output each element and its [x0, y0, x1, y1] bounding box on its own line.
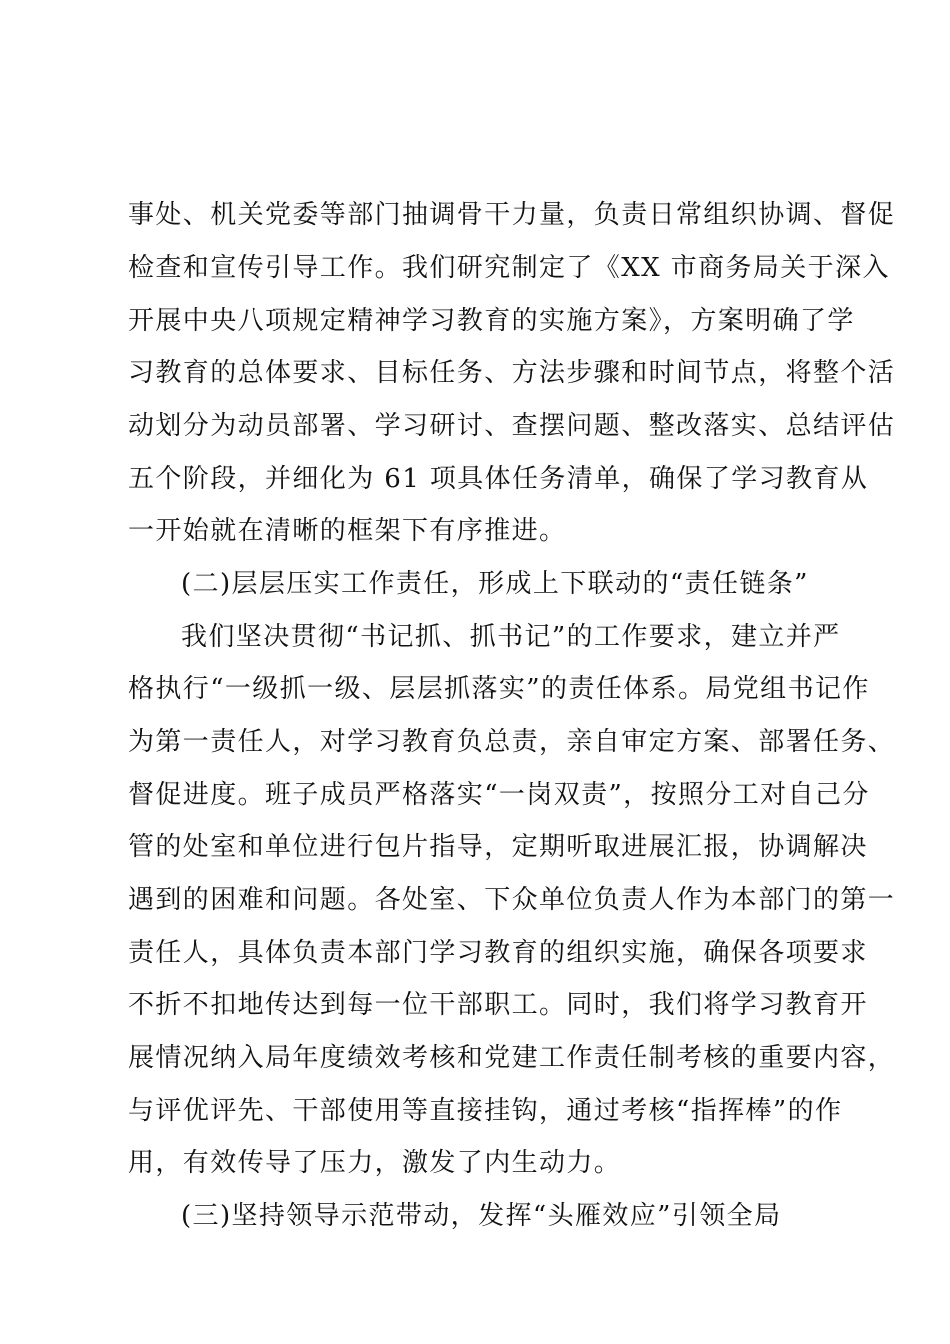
paragraph2-line-4: 督促进度。班子成员严格落实“一岗双责”，按照分工对自己分 — [128, 780, 870, 810]
paragraph1-line-3: 开展中央八项规定精神学习教育的实施方案》，方案明确了学 — [128, 306, 855, 336]
paragraph1-line-7: 一开始就在清晰的框架下有序推进。 — [128, 516, 567, 546]
paragraph2-line-9: 展情况纳入局年度绩效考核和党建工作责任制考核的重要内容， — [128, 1043, 896, 1073]
paragraph2-line-10: 与评优评先、干部使用等直接挂钩，通过考核“指挥棒”的作 — [128, 1096, 843, 1126]
paragraph2-line-2: 格执行“一级抓一级、层层抓落实”的责任体系。局党组书记作 — [128, 674, 870, 704]
paragraph2-line-8: 不折不扣地传达到每一位干部职工。同时，我们将学习教育开 — [128, 990, 868, 1020]
paragraph2-line-7: 责任人，具体负责本部门学习教育的组织实施，确保各项要求 — [128, 938, 868, 968]
section-heading-2: (二)层层压实工作责任，形成上下联动的“责任链条” — [181, 569, 809, 599]
paragraph1-line-1: 事处、机关党委等部门抽调骨干力量，负责日常组织协调、督促 — [128, 200, 896, 230]
paragraph2-line-1: 我们坚决贯彻“书记抓、抓书记”的工作要求，建立并严 — [181, 622, 841, 652]
paragraph1-line-6: 五个阶段，并细化为 61 项具体任务清单，确保了学习教育从 — [128, 464, 869, 494]
paragraph1-line-5: 动划分为动员部署、学习研讨、查摆问题、整改落实、总结评估 — [128, 411, 896, 441]
paragraph2-line-11: 用，有效传导了压力，激发了内生动力。 — [128, 1148, 622, 1178]
section-heading-3: (三)坚持领导示范带动，发挥“头雁效应”引领全局 — [181, 1201, 782, 1231]
paragraph2-line-6: 遇到的困难和问题。各处室、下众单位负责人作为本部门的第一 — [128, 885, 896, 915]
paragraph2-line-3: 为第一责任人，对学习教育负总责，亲自审定方案、部署任务、 — [128, 727, 896, 757]
paragraph1-line-4: 习教育的总体要求、目标任务、方法步骤和时间节点，将整个活 — [128, 358, 896, 388]
paragraph2-line-5: 管的处室和单位进行包片指导，定期听取进展汇报，协调解决 — [128, 832, 868, 862]
paragraph1-line-2: 检查和宣传引导工作。我们研究制定了《XX 市商务局关于深入 — [128, 253, 890, 283]
